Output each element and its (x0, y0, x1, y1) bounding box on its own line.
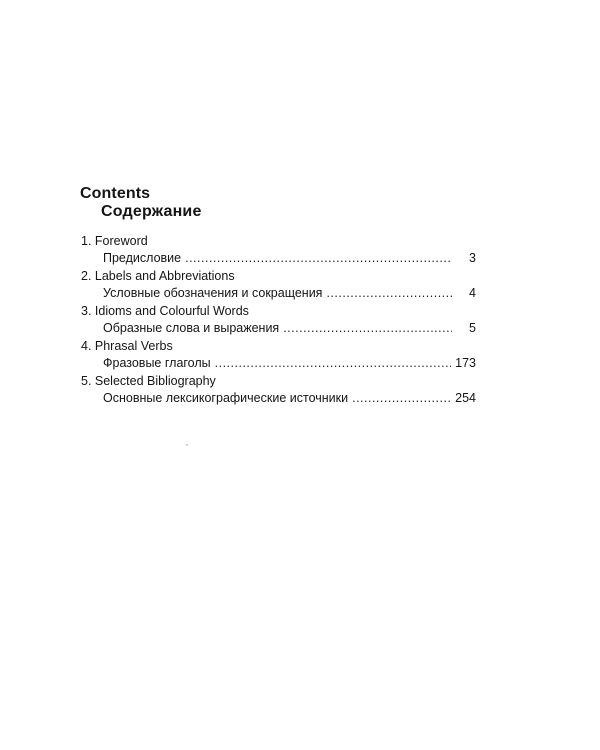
toc-entry-title: 1. Foreword (81, 234, 148, 248)
toc-entry-subtitle: Основные лексикографические источники (103, 391, 349, 405)
toc-entry-title: 4. Phrasal Verbs (81, 339, 173, 353)
toc-entry-title: 5. Selected Bibliography (81, 374, 216, 388)
toc-entry-page-number: 254 (455, 391, 476, 405)
toc-entry-line (103, 390, 476, 407)
contents-heading-english: Contents (80, 185, 151, 202)
toc-entry-idioms (81, 303, 476, 338)
toc-entry-line (103, 250, 476, 267)
toc-entry-line (103, 355, 476, 372)
dot-leader (283, 320, 452, 337)
toc-entry-phrasal-verbs (81, 338, 476, 373)
toc-entry-subtitle: Предисловие (103, 251, 182, 265)
table-of-contents (81, 233, 476, 408)
toc-entry-bibliography (81, 373, 476, 408)
toc-entry-line (103, 320, 476, 337)
toc-entry-subtitle: Образные слова и выражения (103, 321, 280, 335)
toc-entry-subtitle: Условные обозначения и сокращения (103, 286, 323, 300)
scan-speck (186, 444, 188, 446)
toc-entry-title: 2. Labels and Abbreviations (81, 269, 235, 283)
dot-leader (326, 285, 452, 302)
toc-entry-line (103, 285, 476, 302)
toc-entry-labels (81, 268, 476, 303)
toc-entry-foreword (81, 233, 476, 268)
dot-leader (185, 250, 452, 267)
toc-entry-page-number: 4 (469, 286, 476, 300)
dot-leader (215, 355, 452, 372)
toc-entry-page-number: 3 (469, 251, 476, 265)
toc-entry-page-number: 5 (469, 321, 476, 335)
toc-entry-subtitle: Фразовые глаголы (103, 356, 211, 370)
contents-heading-russian: Содержание (101, 203, 202, 220)
toc-entry-page-number: 173 (455, 356, 476, 370)
dot-leader (352, 390, 451, 407)
toc-entry-title: 3. Idioms and Colourful Words (81, 304, 249, 318)
